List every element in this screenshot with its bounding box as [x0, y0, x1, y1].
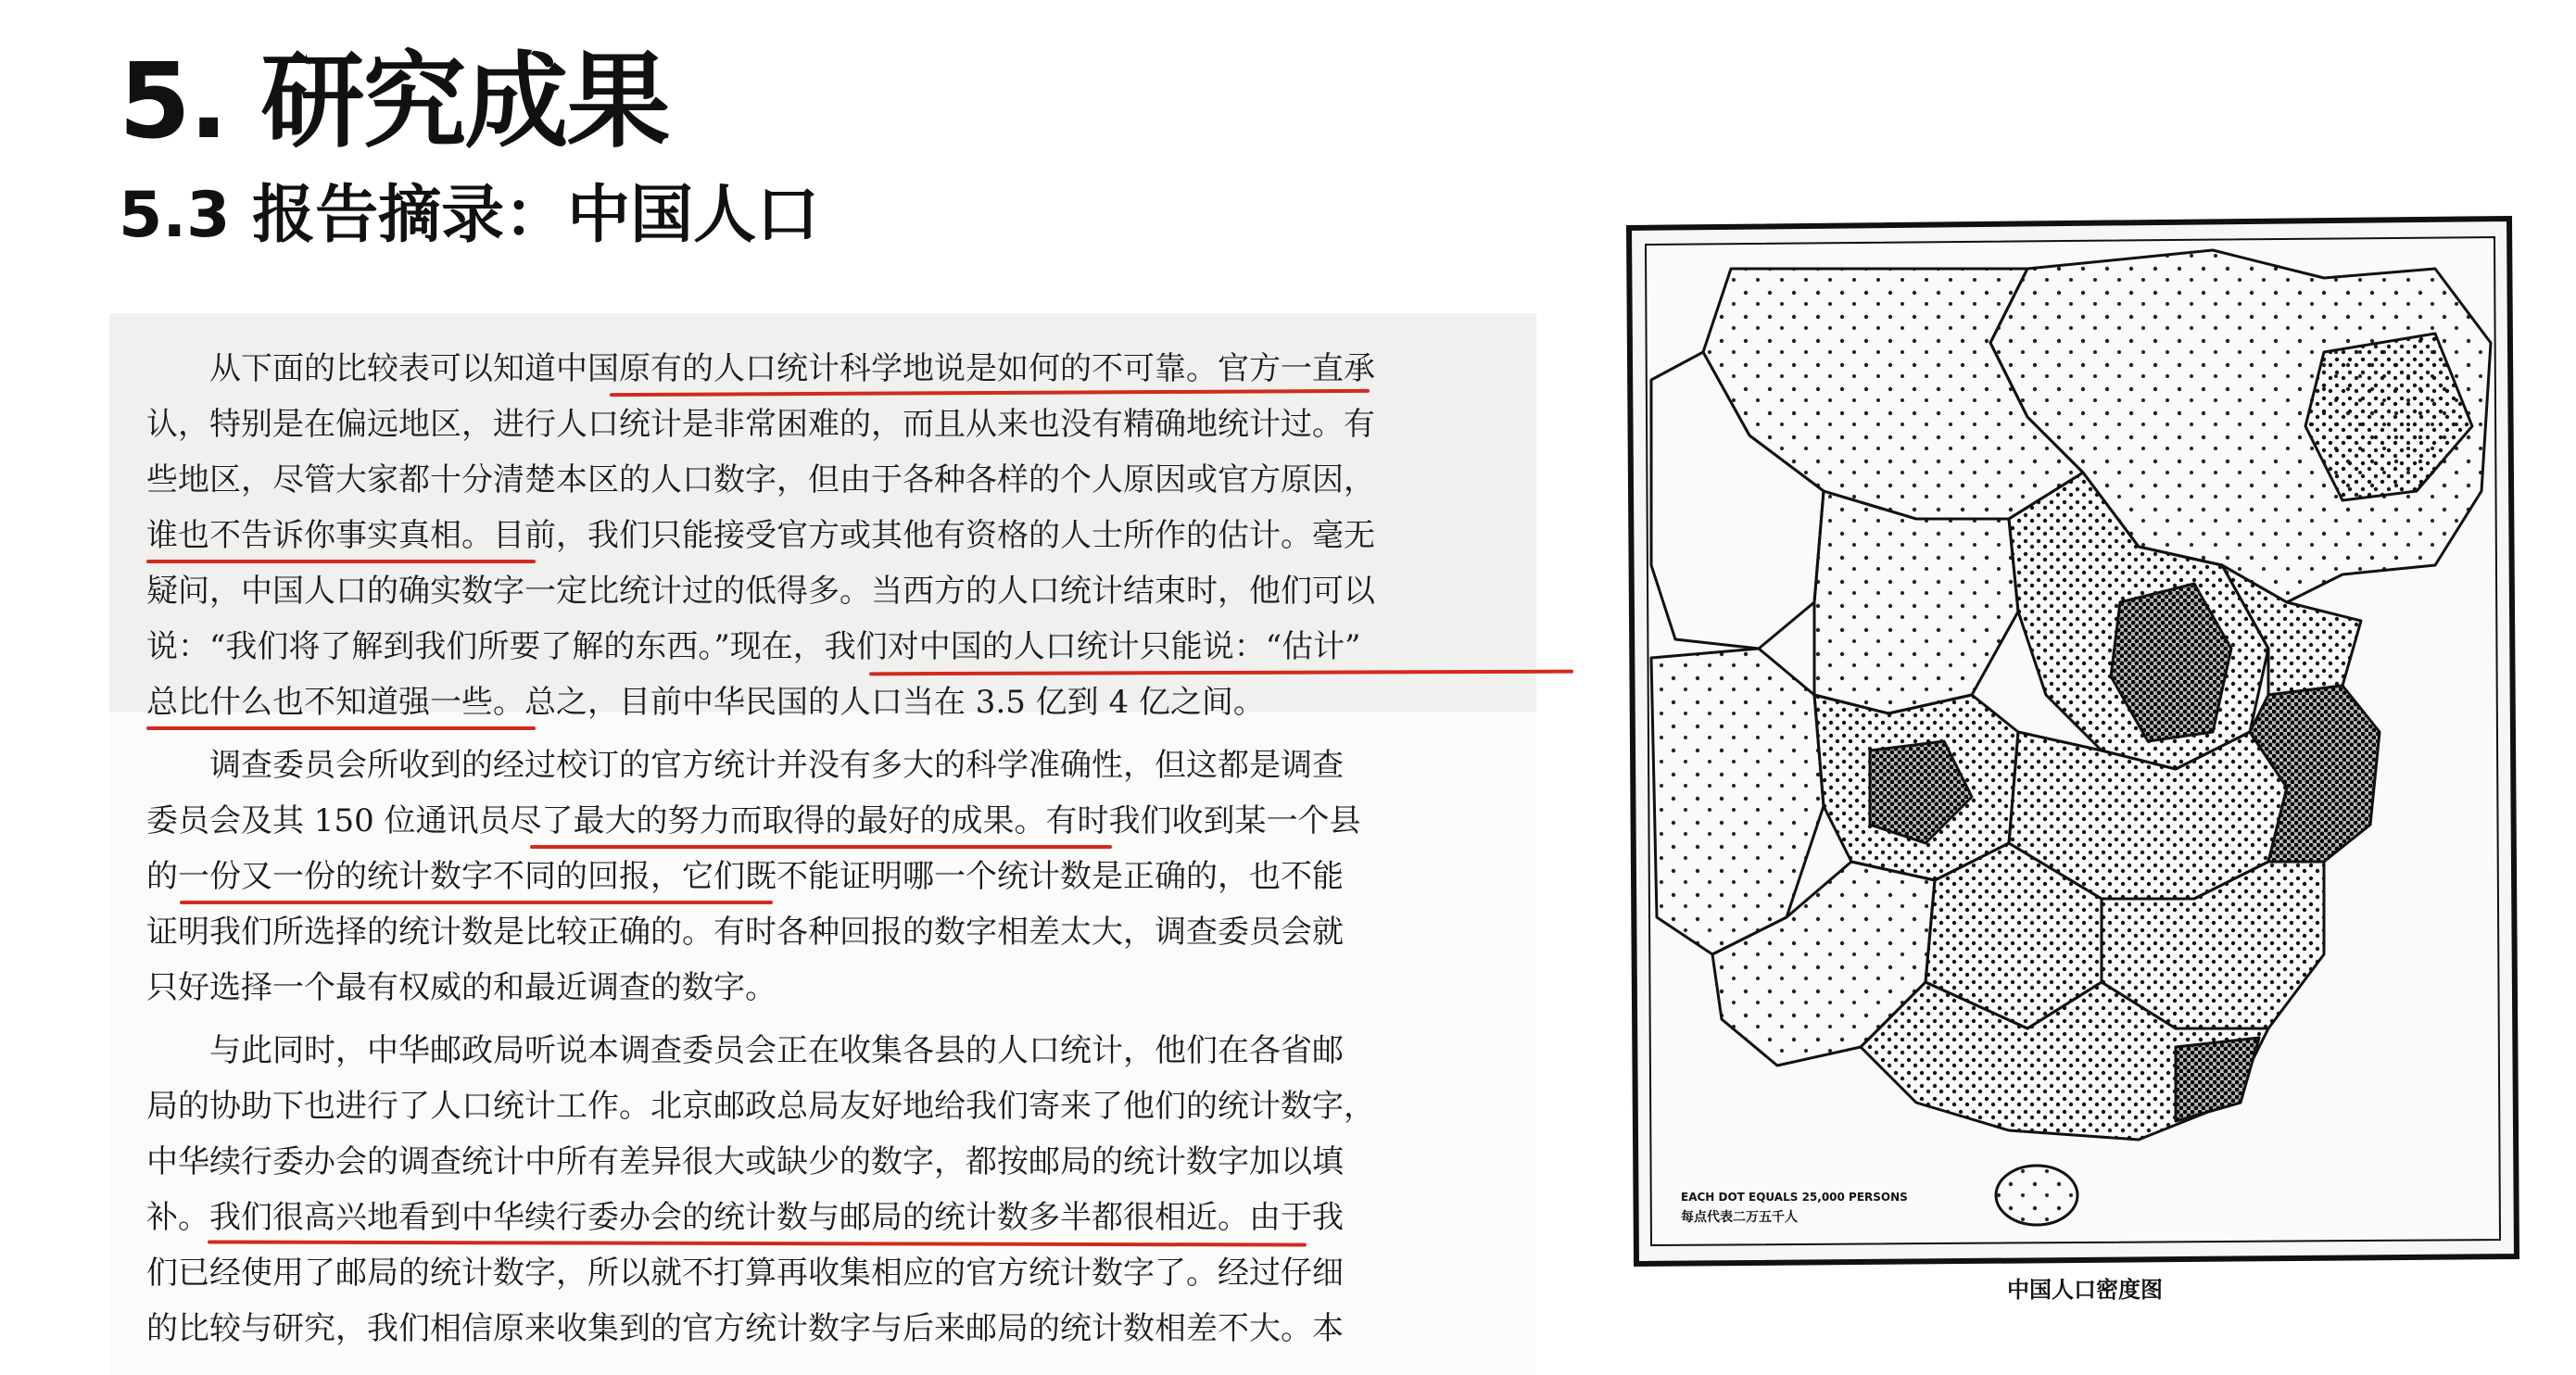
excerpt-line: 总比什么也不知道强一些。总之，目前中华民国的人口当在 3.5 亿到 4 亿之间。: [146, 684, 1265, 721]
population-density-map: [1620, 213, 2546, 1279]
excerpt-line: 的一份又一份的统计数字不同的回报，它们既不能证明哪一个统计数是正确的，也不能: [146, 858, 1344, 895]
excerpt-line: 只好选择一个最有权威的和最近调查的数字。: [146, 969, 777, 1006]
highlight-underline: [180, 901, 773, 904]
scanned-excerpt: [109, 313, 1536, 1375]
excerpt-line: 说：“我们将了解到我们所要了解的东西。”现在，我们对中国的人口统计只能说：“估计”: [146, 628, 1361, 665]
slide-subtitle: 5.3 报告摘录：中国人口: [119, 179, 820, 252]
map-caption: 中国人口密度图: [2007, 1276, 2163, 1303]
excerpt-line: 中华续行委办会的调查统计中所有差异很大或缺少的数字，都按邮局的统计数字加以填: [146, 1143, 1344, 1180]
excerpt-line: 些地区，尽管大家都十分清楚本区的人口数字，但由于各种各样的个人原因或官方原因，: [146, 461, 1375, 498]
excerpt-line: 的比较与研究，我们相信原来收集到的官方统计数字与后来邮局的统计数相差不大。本: [146, 1310, 1344, 1347]
excerpt-line: 从下面的比较表可以知道中国原有的人口统计科学地说是如何的不可靠。官方一直承: [146, 350, 1375, 387]
excerpt-line: 委员会及其 150 位通讯员尽了最大的努力而取得的最好的成果。有时我们收到某一个县: [146, 802, 1361, 839]
excerpt-line: 补。我们很高兴地看到中华续行委办会的统计数与邮局的统计数多半都很相近。由于我: [146, 1199, 1344, 1236]
excerpt-line: 局的协助下也进行了人口统计工作。北京邮政总局友好地给我们寄来了他们的统计数字，: [146, 1088, 1375, 1125]
highlight-underline: [146, 726, 536, 730]
excerpt-line: 证明我们所选择的统计数是比较正确的。有时各种回报的数字相差太大，调查委员会就: [146, 914, 1344, 951]
excerpt-line: 谁也不告诉你事实真相。目前，我们只能接受官方或其他有资格的人士所作的估计。毫无: [146, 517, 1375, 554]
excerpt-line: 与此同时，中华邮政局听说本调查委员会正在收集各县的人口统计，他们在各省邮: [146, 1032, 1344, 1069]
excerpt-line: 调查委员会所收到的经过校订的官方统计并没有多大的科学准确性，但这都是调查: [146, 747, 1344, 784]
excerpt-line: 们已经使用了邮局的统计数字，所以就不打算再收集相应的官方统计数字了。经过仔细: [146, 1255, 1344, 1292]
highlight-underline: [530, 845, 1112, 849]
map-legend: [1673, 1186, 1951, 1227]
map-legend-chinese: 每点代表二万五千人: [1681, 1210, 1798, 1225]
map-legend-english: EACH DOT EQUALS 25,000 PERSONS: [1681, 1191, 1908, 1204]
slide-title: 5. 研究成果: [119, 42, 669, 162]
excerpt-line: 疑问，中国人口的确实数字一定比统计过的低得多。当西方的人口统计结束时，他们可以: [146, 573, 1375, 610]
excerpt-line: 认，特别是在偏远地区，进行人口统计是非常困难的，而且从来也没有精确地统计过。有: [146, 406, 1375, 443]
highlight-underline: [146, 560, 536, 563]
